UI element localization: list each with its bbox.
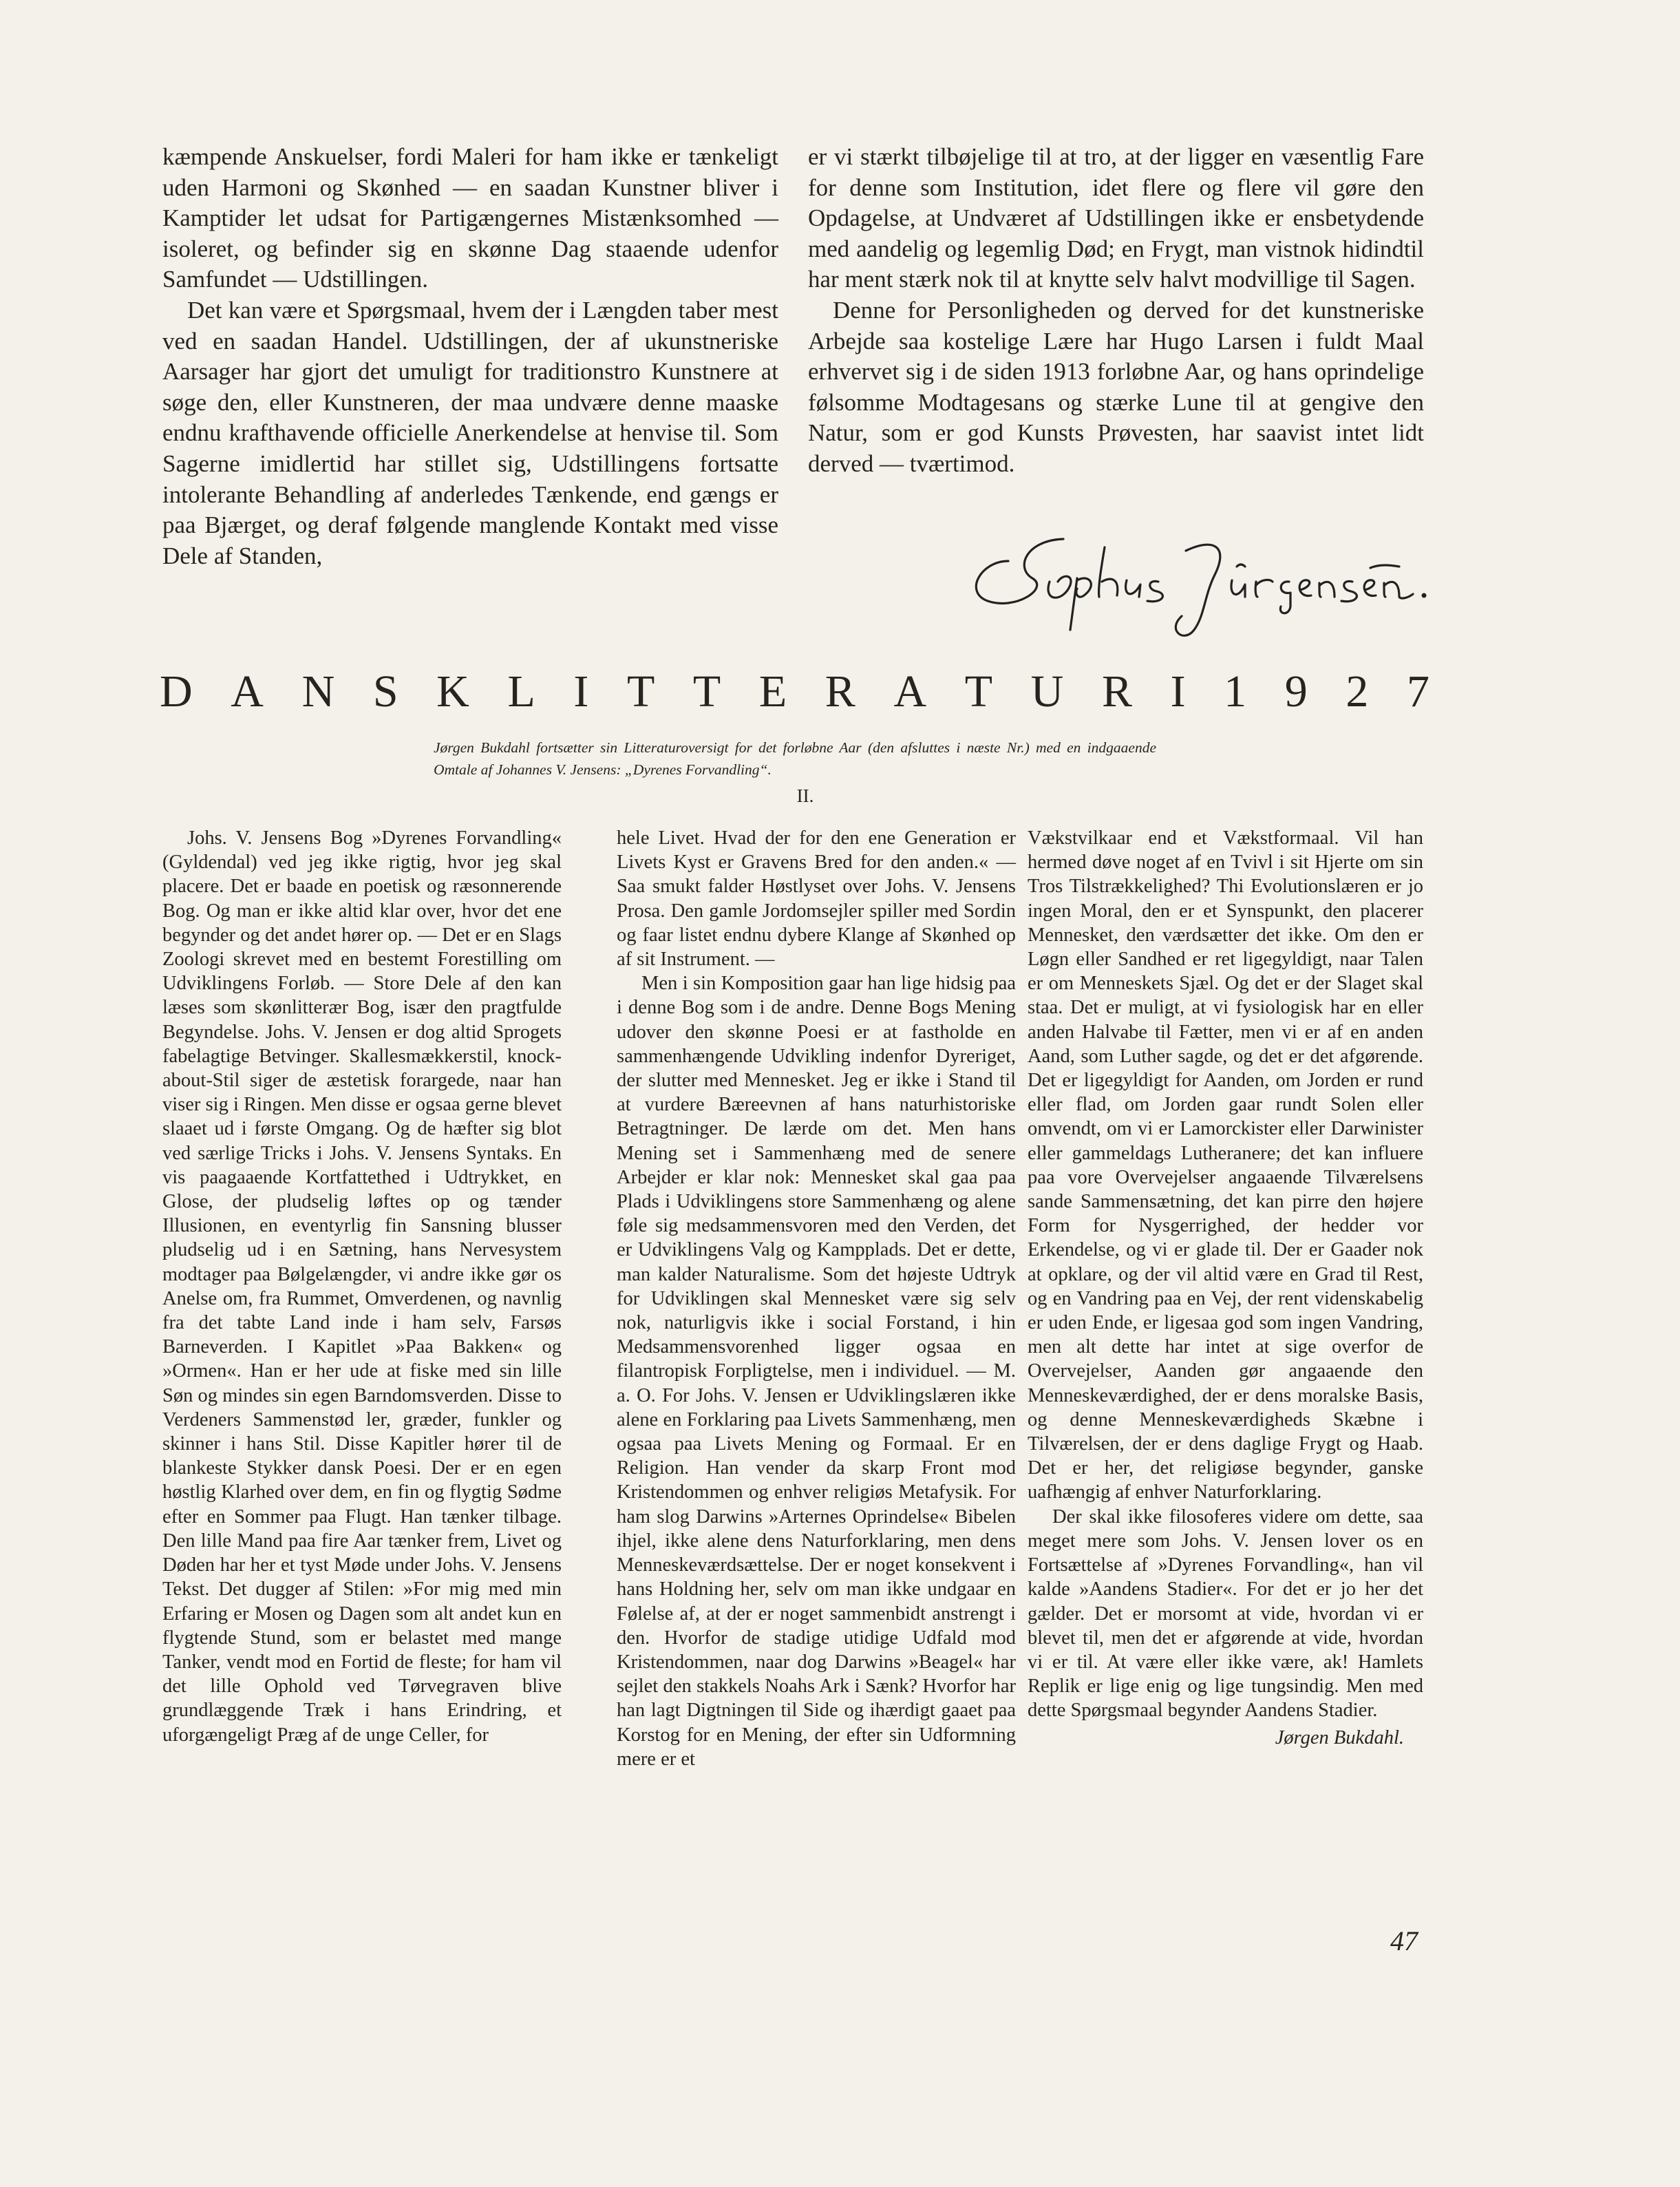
heading-letter: I — [1170, 666, 1186, 717]
heading-letter: 1 — [1224, 666, 1247, 717]
article-author: Jørgen Bukdahl. — [1275, 1726, 1404, 1748]
intro-note: Jørgen Bukdahl fortsætter sin Litteraturoversigt for det forløbne Aar (den afsluttes i næste Nr.) med en indgaaende Omtale af Johannes V. Jensens: „Dyrenes Forvandling“. — [434, 739, 1156, 778]
heading-letter: T — [964, 666, 993, 717]
article-paragraph: hele Livet. Hvad der for den ene Generation er Livets Kyst er Gravens Bred for den anden.« — Saa smukt falder Høstlyset over Johs. V. Jensens Prosa. Den gamle Jordomsejler spiller med Sordin og faar listet endnu dybere Klange af Skønhed op af sit Instrument. — — [617, 827, 1016, 971]
handwritten-signature — [967, 513, 1435, 640]
heading-letter: S — [372, 666, 398, 717]
heading-letter: A — [893, 666, 927, 717]
top-right-column — [808, 142, 1424, 480]
article-paragraph: Men i sin Komposition gaar han lige hidsig paa i denne Bog som i de andre. Denne Bogs Mening udover den skønne Poesi er at fastholde en sammenhængende Udvikling indenfor Dyreriget, der slutter med Mennesket. Jeg er ikke i Stand til at vurdere Bæreevnen af hans naturhistoriske Betragtninger. De lærde om det. Men hans Mening set i Sammenhæng med de senere Arbejder er klar nok: Mennesket skal gaa paa Plads i Udviklingens store Sammenhæng og alene føle sig medsammensvoren med den Verden, det er Udviklingens Valg og Kampplads. Det er dette, man kalder Naturalisme. Som det højeste Udtryk for Udviklingen skal Mennesket være sig selv nok, naturligvis ikke i social Forstand, i hin Medsammensvorenhed ligger ogsaa en filantropisk Forpligtelse, men i individuel. — M. a. O. For Johs. V. Jensen er Udviklingslæren ikke alene en Forklaring paa Livets Sammenhæng, men ogsaa paa Livets Mening og Formaal. Er en Religion. Han vender da skarp Front mod Kristendommen og enhver religiøs Metafysik. For ham slog Darwins »Arternes Oprindelse« Bibelen ihjel, ikke alene dens Naturforklaring, men dens Menneskeværdsættelse. Der er noget konsekvent i hans Holdning her, selv om man ikke undgaar en Følelse af, at der er noget sammenbidt anstrengt i den. Hvorfor de stadige utidige Udfald mod Kristendommen, naar dog Darwins »Beagel« har sejlet den stakkels Noahs Ark i Sænk? Hvorfor har han lagt Digtningen til Side og ihærdigt gaaet paa Korstog for en Mening, der efter sin Udformning mere er et — [617, 973, 1016, 1770]
top-left-column — [162, 142, 778, 571]
top-left-paragraph-2: Det kan være et Spørgsmaal, hvem der i Længden taber mest ved en saadan Handel. Udstillingen, der af ukunstneriske Aarsager har gjort det umuligt for traditionstro Kunstnere at søge den, eller Kunstneren, der maa undvære denne maaske endnu krafthavende officielle Anerkendelse at henvise til. Som Sagerne imidlertid har stillet sig, Udstillingens fortsatte intolerante Behandling af anderledes Tænkende, end gængs er paa Bjærget, og deraf følgende manglende Kontakt med visse Dele af Standen, — [162, 296, 778, 569]
section-heading-dansk-litteratur-1927 — [160, 661, 1429, 723]
top-right-paragraph-1: er vi stærkt tilbøjelige til at tro, at der ligger en væsentlig Fare for denne som Institution, idet flere og flere vil gøre den Opdagelse, at Undværet af Udstillingen ikke er ensbetydende med aandelig og legemlig Død; en Frygt, man vistnok hidindtil har ment stærk nok til at knytte selv halvt modvillige til Sagen. — [808, 143, 1424, 293]
heading-letter: U — [1030, 666, 1064, 717]
article-column-3 — [1028, 826, 1423, 1769]
part-number: II. — [796, 785, 814, 806]
heading-letter: I — [573, 666, 589, 717]
article-paragraph: Johs. V. Jensens Bog »Dyrenes Forvandling« (Gyldendal) ved jeg ikke rigtig, hvor jeg skal placere. Det er baade en poetisk og ræsonnerende Bog. Og man er ikke altid klar over, hvor det ene begynder og det andet hører op. — Det er en Slags Zoologi skrevet med en bestemt Forestilling om Udviklingens Forløb. — Store Dele af den kan læses som skønlitterær Bog, især den pragtfulde Begyndelse. Johs. V. Jensen er dog altid Sprogets fabelagtige Betvinger. Skallesmækkerstil, knock-about-Stil siger de æstetisk forargede, naar han viser sig i Ringen. Men disse er ogsaa gerne blevet slaaet ud i første Omgang. Og de hæfter sig blot ved særlige Tricks i Johs. V. Jensens Syntaks. En vis paagaaende Kortfattethed i Udtrykket, en Glose, der pludselig løftes op og tænder Illusionen, en eventyrlig fin Sansning blusser pludselig ud i en Sætning, hans Nervesystem modtager paa Bølgelængder, vi andre ikke gør os Anelse om, fra Rummet, Omverdenen, og navnlig fra det tabte Land inde i ham selv, Farsøs Barneverden. I Kapitlet »Paa Bakken« og »Ormen«. Han er her ude at fiske med sin lille Søn og mindes sin egen Barndomsverden. Disse to Verdeners Sammenstød ler, græder, funkler og skinner i hans Stil. Disse Kapitler hører til de blankeste Stykker dansk Poesi. Der er en egen høstlig Klarhed over dem, en fin og flygtig Sødme efter en Sommer paa Flugt. Han tænker tilbage. Den lille Mand paa fire Aar tænker frem, Livet og Døden har her et tyst Møde under Johs. V. Jensens Tekst. Det dugger af Stilen: »For mig med min Erfaring er Mosen og Dagen som alt andet kun en flygtende Stund, som er belastet med mange Tanker, vendt mod en Fortid de fleste; for ham vil det lille Ophold ved Tørvegraven blive grundlæggende Træk i hans Erindring, et uforgængeligt Præg af de unge Celler, for — [162, 827, 562, 1746]
heading-letter: N — [301, 666, 335, 717]
heading-letter: L — [507, 666, 535, 717]
heading-letter: R — [825, 666, 855, 717]
heading-letter: K — [436, 666, 469, 717]
top-left-paragraph-1: kæmpende Anskuelser, fordi Maleri for ham ikke er tænkeligt uden Harmoni og Skønhed — en saadan Kunstner bliver i Kamptider let udsat for Partigængernes Mistænksomhed — isoleret, og befinder sig en skønne Dag staaende udenfor Samfundet — Udstillingen. — [162, 143, 778, 293]
heading-letter: A — [231, 666, 264, 717]
heading-letter: 2 — [1346, 666, 1369, 717]
top-right-paragraph-2: Denne for Personligheden og derved for det kunstneriske Arbejde saa kostelige Lære har Hugo Larsen i fuldt Maal erhvervet sig i de siden 1913 forløbne Aar, og hans oprindelige følsomme Modtagesans og stærke Lune til at gengive den Natur, som er god Kunsts Prøvesten, har saavist intet lidt derved — tværtimod. — [808, 296, 1424, 477]
article-paragraph: Der skal ikke filosoferes videre om dette, saa meget mere som Johs. V. Jensen lover os en Fortsættelse af »Dyrenes Forvandling«, han vil kalde »Aandens Stadier«. For det er jo her det gælder. Det er morsomt at vide, hvordan vi er blevet til, men det er afgørende at vide, hvordan vi er til. At være eller ikke være, ak! Hamlets Replik er lige enig og lige tungsindig. Men med dette Spørgsmaal begynder Aandens Stadier. — [1028, 1505, 1423, 1722]
heading-letter: D — [160, 666, 193, 717]
article-column-1 — [162, 826, 562, 1747]
page-number: 47 — [1390, 1925, 1418, 1956]
heading-letter: T — [692, 666, 721, 717]
heading-letter: 9 — [1284, 666, 1308, 717]
heading-letter: R — [1101, 666, 1132, 717]
article-paragraph: Vækstvilkaar end et Vækstformaal. Vil han hermed døve noget af en Tvivl i sit Hjerte om sin Tros Tilstrækkelighed? Thi Evolutionslæren er jo ingen Moral, den er et Synspunkt, den placerer Mennesket, den værdsætter det ikke. Om den er Løgn eller Sandhed er ret ligegyldigt, naar Talen er om Menneskets Sjæl. Og det er der Slaget skal staa. Det er muligt, at vi fysiologisk har en eller anden Halvabe til Fætter, men vi er af en anden Aand, som Luther sagde, og det er det afgørende. Det er ligegyldigt for Aanden, om Jorden er rund eller flad, om Jorden gaar rundt Solen eller omvendt, om vi er Lamorckister eller Darwinister eller gammeldags Lutheranere; det kan influere paa vore Overvejelser angaaende Tilværelsens sande Sammensætning, det kan pirre den højere Form for Nysgerrighed, der hedder vor Erkendelse, og vi er glade til. Der er Gaader nok at opklare, og der vil altid være en Grad til Rest, og en Vandring paa en Vej, der rent videnskabelig er uden Ende, er ligesaa god som ingen Vandring, men alt dette har intet at sige overfor de Overvejelser, Aanden gør angaaende den Menneskeværdighed, der er dens moralske Basis, og denne Menneskeværdigheds Skæbne i Tilværelsen, der er dens daglige Frygt og Haab. Det er her, det religiøse begynder, ganske uafhængig af enhver Naturforklaring. — [1028, 827, 1423, 1503]
heading-letter: E — [758, 666, 787, 717]
article-column-2 — [617, 826, 1016, 1771]
heading-letter: T — [626, 666, 655, 717]
heading-letter: 7 — [1407, 666, 1429, 717]
